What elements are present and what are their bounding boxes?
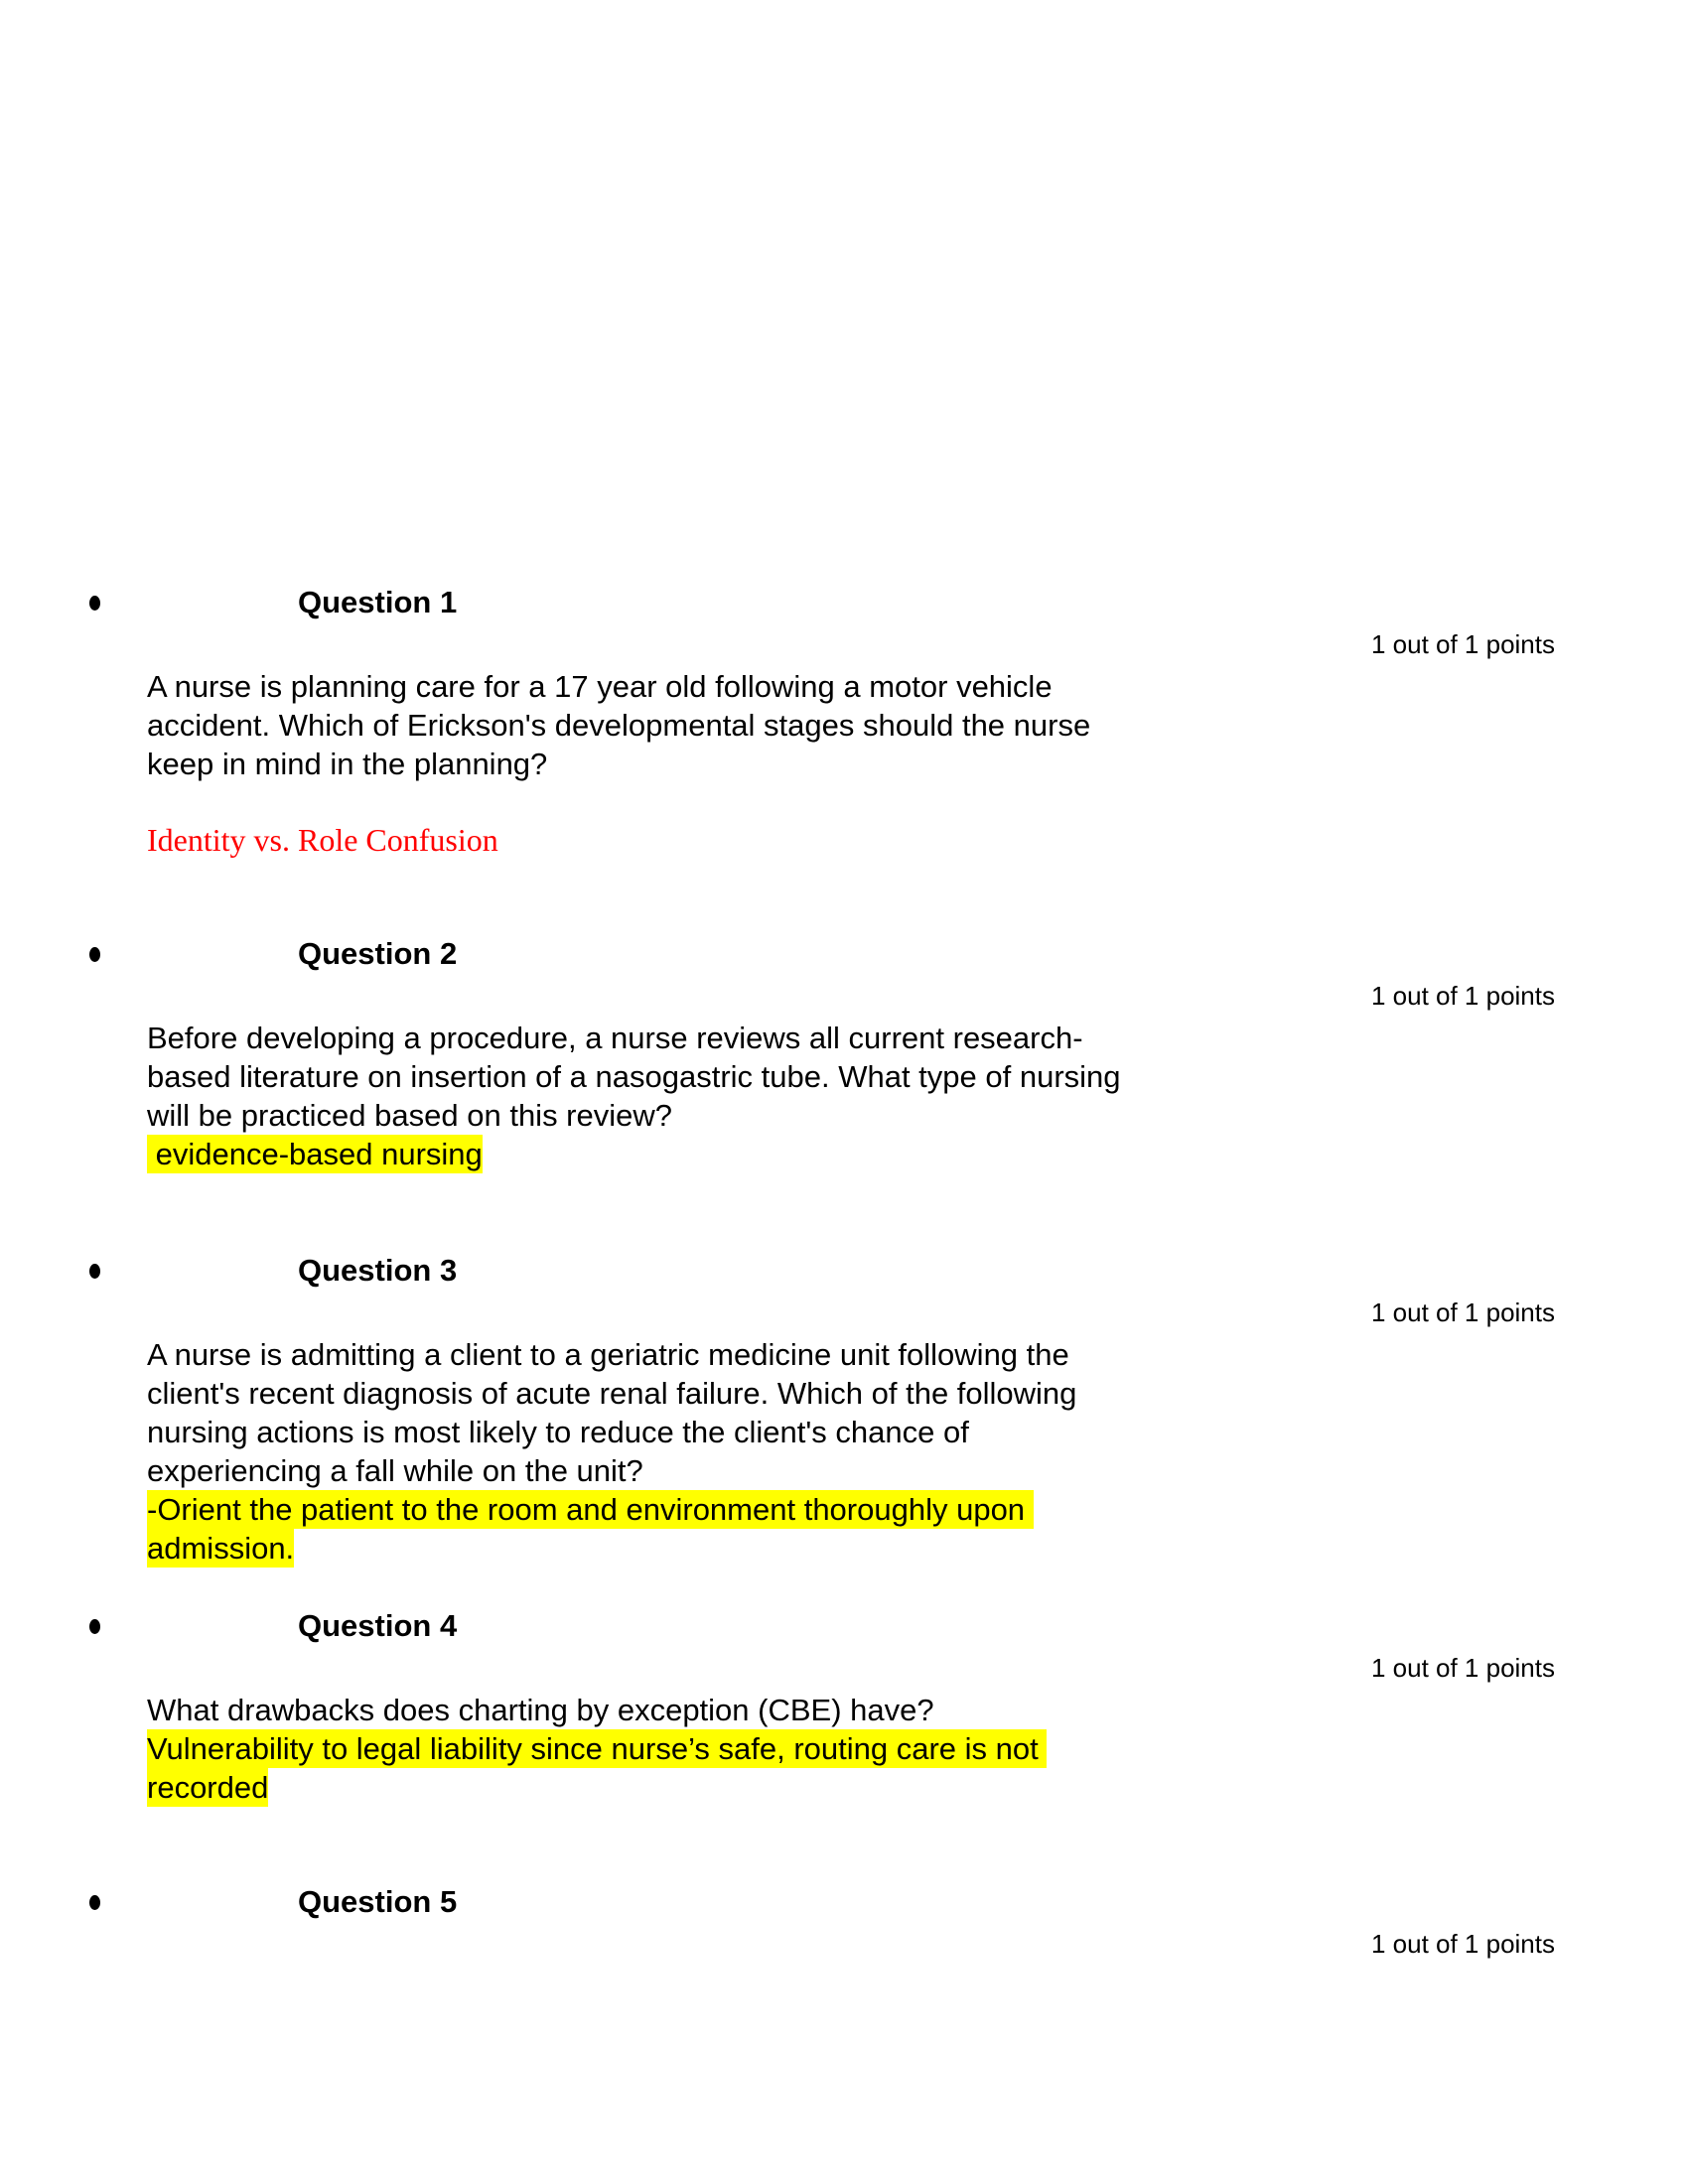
question-text-line: A nurse is planning care for a 17 year old following a motor vehicle	[147, 669, 1053, 704]
bullet-icon	[89, 1895, 100, 1910]
question-block-4	[87, 1607, 1555, 1807]
question-block-1	[87, 584, 1555, 860]
question-text-line: accident. Which of Erickson's developmental stages should the nurse	[147, 708, 1091, 743]
question-title: Question 5	[298, 1884, 458, 1919]
answer-text-red: Identity vs. Role Confusion	[147, 822, 498, 858]
highlighted-answer-line	[147, 1490, 1555, 1529]
question-block-3	[87, 1252, 1555, 1568]
question-text-line: keep in mind in the planning?	[147, 747, 548, 781]
highlighted-answer	[147, 1490, 1555, 1568]
highlight-text: admission.	[147, 1531, 295, 1566]
question-4-header	[87, 1607, 1555, 1651]
question-text	[147, 1335, 1555, 1490]
question-text	[147, 1691, 1555, 1729]
points-label: 1 out of 1 points	[1370, 1297, 1555, 1327]
question-text-line: based literature on insertion of a nasogastric tube. What type of nursing	[147, 1059, 1121, 1094]
highlight-text: recorded	[147, 1770, 269, 1805]
question-title: Question 3	[298, 1253, 458, 1288]
highlight-text: Vulnerability to legal liability since nurse’s safe, routing care is not	[147, 1731, 1048, 1766]
question-text-line: will be practiced based on this review?	[147, 1098, 672, 1133]
question-block-5	[87, 1883, 1555, 1959]
question-text	[147, 1019, 1555, 1135]
points-label: 1 out of 1 points	[1370, 1653, 1555, 1683]
question-title: Question 2	[298, 936, 458, 971]
highlight-text: evidence-based nursing	[147, 1137, 483, 1171]
question-2-header	[87, 935, 1555, 979]
highlighted-answer	[147, 1729, 1555, 1807]
highlighted-answer-line	[147, 1135, 1555, 1173]
question-1-header	[87, 584, 1555, 627]
question-text	[147, 667, 1555, 783]
bullet-icon	[89, 947, 100, 962]
highlighted-answer-line	[147, 1729, 1555, 1768]
question-block-2	[87, 935, 1555, 1173]
question-title: Question 1	[298, 585, 458, 619]
bullet-icon	[89, 596, 100, 611]
question-text-line: client's recent diagnosis of acute renal failure. Which of the following	[147, 1376, 1077, 1411]
points-label: 1 out of 1 points	[1370, 629, 1555, 659]
highlighted-answer-line	[147, 1529, 1555, 1568]
points-label: 1 out of 1 points	[1370, 1929, 1555, 1959]
question-text-line: What drawbacks does charting by exception (CBE) have?	[147, 1693, 934, 1727]
question-text-line: nursing actions is most likely to reduce the client's chance of	[147, 1415, 969, 1449]
question-5-header	[87, 1883, 1555, 1927]
question-text-line: Before developing a procedure, a nurse reviews all current research-	[147, 1021, 1083, 1055]
question-text-line: experiencing a fall while on the unit?	[147, 1453, 643, 1488]
highlighted-answer	[147, 1135, 1555, 1173]
question-3-header	[87, 1252, 1555, 1296]
highlighted-answer-line	[147, 1768, 1555, 1807]
bullet-icon	[89, 1619, 100, 1634]
highlight-text: -Orient the patient to the room and environment thoroughly upon	[147, 1492, 1034, 1527]
question-text-line: A nurse is admitting a client to a geriatric medicine unit following the	[147, 1337, 1069, 1372]
question-title: Question 4	[298, 1608, 458, 1643]
points-label: 1 out of 1 points	[1370, 981, 1555, 1011]
bullet-icon	[89, 1264, 100, 1279]
